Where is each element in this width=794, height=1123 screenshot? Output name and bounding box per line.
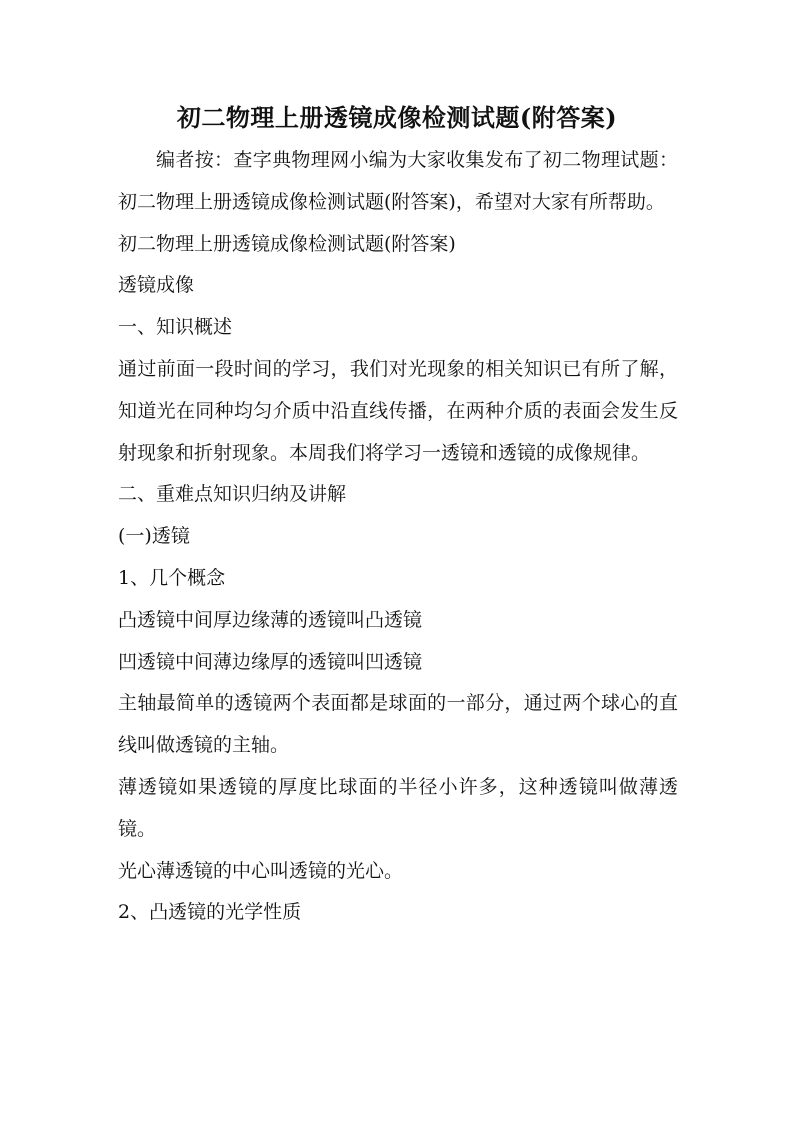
paragraph-editor-note: 编者按：查字典物理网小编为大家收集发布了初二物理试题：初二物理上册透镜成像检测试题(附答案)，希望对大家有所帮助。 (118, 149, 678, 213)
paragraph-overview: 通过前面一段时间的学习，我们对光现象的相关知识已有所了解，知道光在同种均匀介质中沿直线传播，在两种介质的表面会发生反射现象和折射现象。本周我们将学习一透镜和透镜的成像规律。 (118, 357, 678, 464)
section-heading-overview: 一、知识概述 (118, 316, 233, 339)
paragraph-principal-axis: 主轴最简单的透镜两个表面都是球面的一部分，通过两个球心的直线叫做透镜的主轴。 (118, 692, 678, 757)
item-heading-convex-optics: 2、凸透镜的光学性质 (118, 901, 302, 924)
document-body (118, 140, 678, 934)
paragraph-topic: 透镜成像 (118, 274, 195, 297)
paragraph-optical-center: 光心薄透镜的中心叫透镜的光心。 (118, 859, 404, 882)
subsection-heading-lens: (一)透镜 (118, 525, 190, 548)
document-title: 初二物理上册透镜成像检测试题(附答案) (176, 103, 618, 132)
paragraph-thin-lens: 薄透镜如果透镜的厚度比球面的半径小许多，这种透镜叫做薄透镜。 (118, 775, 678, 840)
paragraph-subtitle: 初二物理上册透镜成像检测试题(附答案) (118, 232, 456, 255)
item-heading-concepts: 1、几个概念 (118, 566, 226, 589)
paragraph-concave-lens: 凹透镜中间薄边缘厚的透镜叫凹透镜 (118, 650, 423, 673)
section-heading-key-points: 二、重难点知识归纳及讲解 (118, 483, 347, 506)
paragraph-convex-lens: 凸透镜中间厚边缘薄的透镜叫凸透镜 (118, 608, 423, 631)
